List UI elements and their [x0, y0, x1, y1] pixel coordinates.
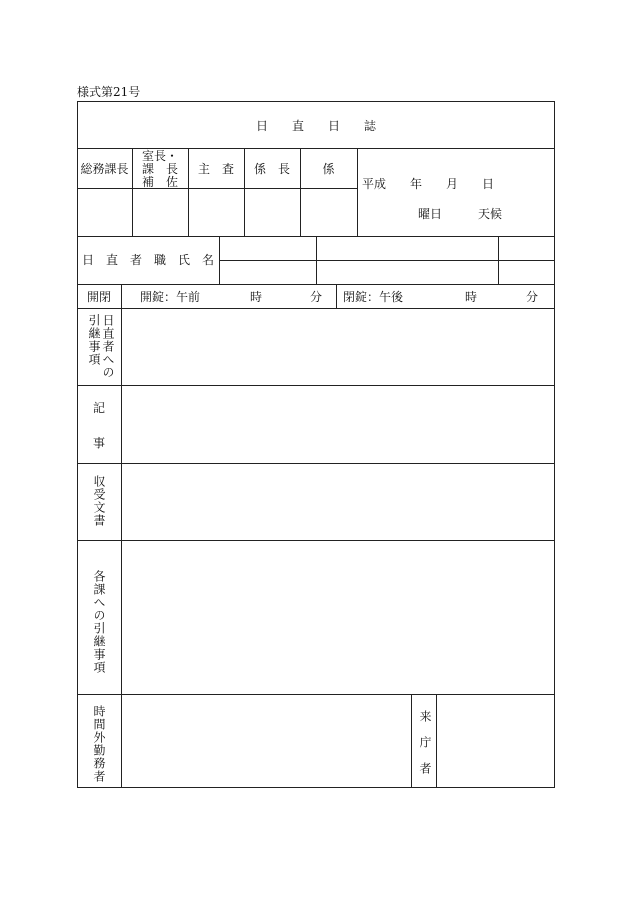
- divider: [77, 284, 555, 285]
- close-minute-unit: 分: [526, 290, 539, 304]
- form-title: 日 直 日 誌: [255, 119, 376, 133]
- approval-deputy-line1: 室長・: [141, 149, 178, 163]
- stamp-box[interactable]: [78, 189, 132, 236]
- received-docs-label: 収受文書: [92, 475, 106, 527]
- stamp-box[interactable]: [189, 189, 244, 236]
- approval-chief-examiner: 主 査: [197, 162, 234, 176]
- section-handover-label: 各課への引継事項: [92, 570, 106, 674]
- approval-staff: 係: [322, 162, 335, 176]
- visitor-field[interactable]: [437, 695, 554, 787]
- approval-deputy-line3: 補 佐: [141, 175, 178, 189]
- stamp-box[interactable]: [133, 189, 188, 236]
- divider: [411, 694, 412, 788]
- duty-officer-title-field[interactable]: [220, 237, 316, 260]
- record-content-field[interactable]: [122, 386, 554, 463]
- stamp-box[interactable]: [245, 189, 300, 236]
- open-minute-unit: 分: [310, 290, 323, 304]
- duty-officer-name-field[interactable]: [317, 237, 498, 260]
- duty-officer-title-field[interactable]: [220, 261, 316, 284]
- handover-label-col1: 日直者への: [101, 314, 115, 379]
- weekday-weather-field[interactable]: 曜日 天候: [418, 207, 503, 221]
- open-hour-unit: 時: [250, 290, 263, 304]
- form-number: 様式第21号: [77, 85, 141, 99]
- visitor-label: 来 庁 者: [418, 710, 432, 775]
- close-hour-unit: 時: [465, 290, 478, 304]
- divider: [336, 284, 337, 308]
- duty-officer-label: 日 直 者 職 氏 名: [81, 253, 214, 267]
- open-time-label: 開錠：午前: [140, 290, 201, 304]
- approval-general-affairs-chief: 総務課長: [80, 162, 129, 176]
- open-close-label: 開閉: [86, 290, 111, 304]
- handover-content-field[interactable]: [122, 309, 554, 385]
- overtime-workers-field[interactable]: [122, 695, 411, 787]
- record-label-1: 記: [92, 401, 105, 415]
- close-time-label: 閉錠：午後: [343, 290, 404, 304]
- record-label-2: 事: [92, 436, 105, 450]
- section-handover-field[interactable]: [122, 541, 554, 694]
- received-docs-field[interactable]: [122, 464, 554, 540]
- approval-section-chief: 係 長: [253, 162, 290, 176]
- divider: [357, 148, 358, 236]
- stamp-box[interactable]: [301, 189, 357, 236]
- approval-deputy-line2: 課 長: [141, 162, 178, 176]
- handover-label-col2: 引継事項: [87, 314, 101, 366]
- date-field[interactable]: 平成 年 月 日: [362, 177, 495, 191]
- duty-officer-name-field[interactable]: [317, 261, 498, 284]
- overtime-workers-label: 時間外勤務者: [92, 705, 106, 783]
